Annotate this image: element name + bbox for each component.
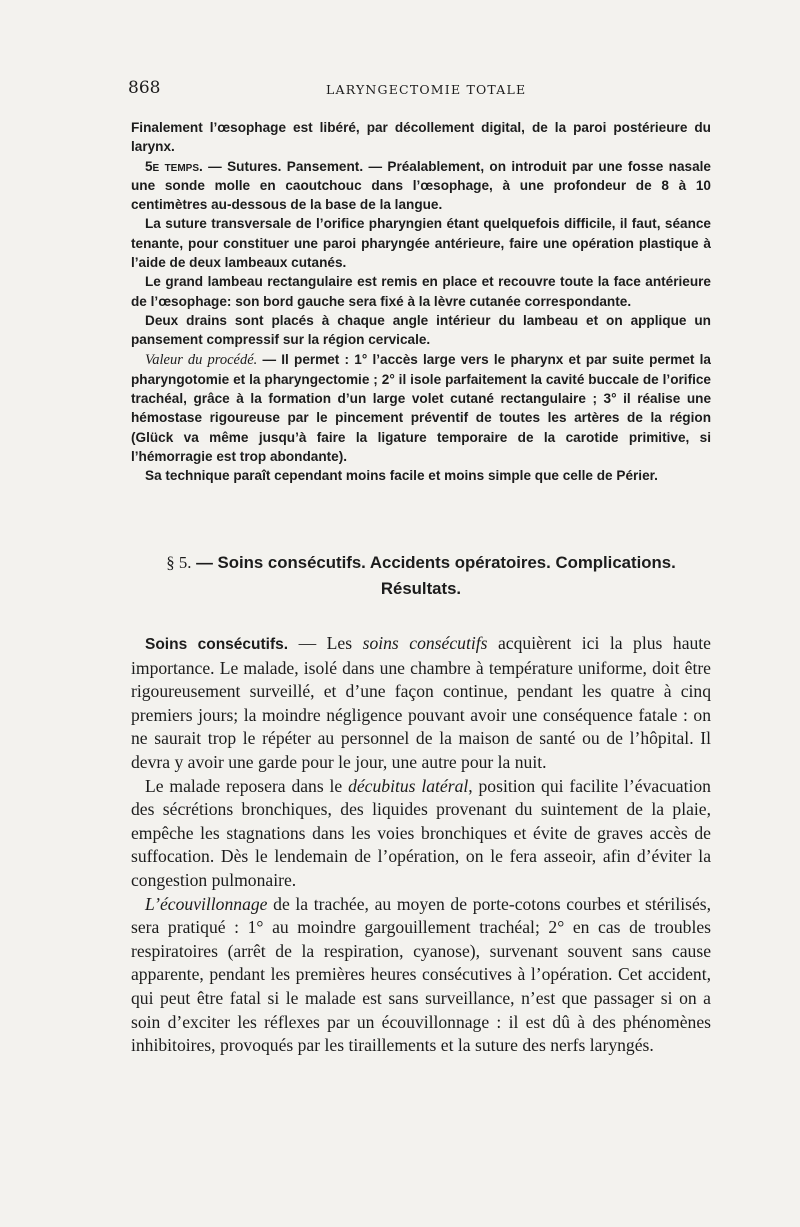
running-title: LARYNGECTOMIE TOTALE [326,82,527,97]
step-title: — Sutures. Pansement. — [208,158,383,174]
section-number: § 5. [166,553,192,572]
paragraph-text: de la trachée, au moyen de porte-cotons courbes et stérilisés, sera pratiqué : 1° au moindre gargouillement trachéal; 2° en cas de troubles respiratoires (arrêt de la respiration, cyanose), survenant souvent sans cause apparente, pendant les premières heures consécutives à l’opération. Cet accident, qui peut être fatal si le malade est sans surveillance, n’est que passager si on a soin d’exciter les réflexes par un écouvillonnage : il est dû à des phénomènes inhibitoires, provoqués par les tiraillements et la suture des nerfs laryngés. [131,893,711,1056]
paragraph-text: La suture transversale de l’orifice pharyngien étant quelquefois difficile, il faut, séance tenante, pour constituer une paroi pharyngée antérieure, faire une opération plastique à l’aide de deux lambeaux cutanés. [131,216,711,271]
paragraph [131,632,711,775]
paragraph-text: , position qui facilite l’évacuation des sécrétions bronchiques, des liquides provenant du suintement de la plaie, empêche les stagnations dans les voies bronchiques et évite de graves accès de suffocation. Dès le lendemain de l’opération, on le fera asseoir, afin d’éviter la congestion pulmonaire. [131,775,711,890]
page-header [128,78,708,102]
main-text-section [131,632,711,1058]
paragraph [131,118,711,157]
paragraph [131,214,711,272]
paragraph-text: Deux drains sont placés à chaque angle intérieur du lambeau et on applique un pansement compressif sur la région cervicale. [131,312,711,348]
small-print-section [131,118,711,486]
emphasis: décubitus latéral [348,775,469,796]
emphasis: L’écouvillonnage [145,893,268,914]
step-label: 5e temps. [145,158,203,174]
paragraph-text: Le malade reposera dans le [145,775,349,796]
page-number: 868 [128,78,161,98]
paragraph [131,350,711,467]
paragraph-text: Finalement l’œsophage est libéré, par décollement digital, de la paroi postérieure du larynx. [131,120,711,155]
run-in-heading: Soins consécutifs. [145,636,289,653]
paragraph-text: Préalablement, on introduit par une fosse nasale une sonde molle en caoutchouc dans l’œsophage, à une profondeur de 8 à 10 centimètres au-dessous de la base de la langue. [131,158,711,213]
italic-subheading: Valeur du procédé. [145,351,258,368]
paragraph [131,775,711,893]
paragraph [131,311,711,350]
paragraph-text: — Il permet : 1° l’accès large vers le pharynx et par suite permet la pharyngotomie et la pharyngectomie ; 2° il isole parfaitement la cavité buccale de l’orifice trachéal, grâce à la formation d’un large volet cutané rectangulaire ; 3° il réalise une hémostase rigoureuse par le pincement préventif de toutes les artères de la région (Glück va même jusqu’à faire la ligature temporaire de la carotide primitive, si l’hémorragie est trop abondante). [131,351,711,465]
paragraph-text: — Les [288,633,363,653]
paragraph-text: Le grand lambeau rectangulaire est remis en place et recouvre toute la face antérieure de l’œsophage: son bord gauche sera fixé à la lèvre cutanée correspondante. [131,274,711,309]
emphasis: soins consécutifs [362,633,488,653]
paragraph [131,893,711,1058]
section-heading [130,550,712,602]
paragraph-text: Sa technique paraît cependant moins facile et moins simple que celle de Périer. [145,468,658,484]
paragraph-text: acquièrent ici la plus haute importance. Le malade, isolé dans une chambre à température uniforme, doit être rigoureusement surveillé, et d’une façon continue, pendant les quatre à cinq premiers jours; la moindre négligence pouvant avoir une conséquence fatale : on ne saurait trop le répéter au personnel de la maison de santé ou de l’hôpital. Il devra y avoir une garde pour le jour, une autre pour la nuit. [131,633,711,772]
paragraph [131,272,711,311]
paragraph [131,157,711,215]
section-title: — Soins consécutifs. Accidents opératoires. Complications. Résultats. [196,553,676,598]
paragraph [131,466,711,485]
